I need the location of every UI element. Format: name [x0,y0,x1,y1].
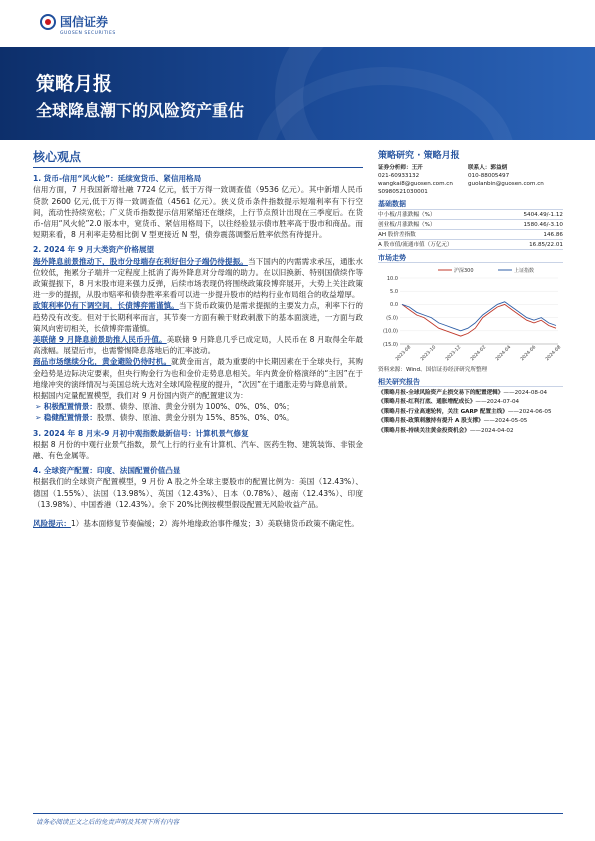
risk-lead: 风险提示： [33,519,71,529]
title-banner [0,47,595,140]
paragraph-3 [33,428,363,462]
paragraph-lead: 政策利率仍有下调空间，长债博弈需谨慎。 [33,301,179,311]
bullet-lead: 稳健配置情景： [43,413,97,423]
risk-body: 1）基本面修复节奏偏缓；2）海外地缘政治事件爆发；3）美联储货币政策不确定性。 [70,519,359,529]
line-chart-svg [378,264,563,364]
paragraph-rates [33,300,363,334]
related-report[interactable]: 《策略月报-政策刺激持有提升 A 股支撑》 ——2024-05-05 [378,418,528,425]
footer-divider [33,813,563,814]
data-row: 创业板/月涨跌幅（%） 1580.46/-3.10 [378,219,563,229]
chart-source: 资料来源：Wind、国信证券经济研究所整理 [378,367,488,373]
x-tick-label: 2024-06 [520,345,538,363]
logo-icon [40,14,56,30]
y-tick-label: (5.0) [386,315,398,322]
market-trend-title: 市场走势 [378,254,563,263]
y-tick-label: (10.0) [382,328,398,335]
y-tick-label: 10.0 [386,275,398,282]
paragraph-2-heading [33,244,363,255]
x-tick-label: 2023-12 [445,345,463,363]
related-report[interactable]: 《策略月报-持续关注黄金投资机会》 ——2024-04-02 [378,427,514,434]
analyst2-label: 联系人： [468,165,491,171]
paragraph-equity [33,256,363,301]
paragraph-heading: 4. 全球资产配置：印度、法国配置价值凸显 [33,466,181,476]
market-trend-chart [378,264,563,364]
y-tick-label: 5.0 [390,289,398,295]
data-row: 中小板/月涨跌幅（%） 5404.49/-1.12 [378,209,563,219]
paragraph-body: 信用方面，7 月我国新增社融 7724 亿元，低于万得一致调查值（9536 亿元）。其中新增人民币贷款 2600 亿元,低于万得一致调查值（4561 亿元）。狭义货币条件指数提示短端利率有下行空间，流动性持续宽松；广义货币指数提示信用紧缩还在继续，上行节点预计出现在三季度后。在货币-信用“风火轮”2.0 版本中，宽货币、紧信用格局下，以往经验显示债市胜率高于股市和商品。而短期来看，8 月利率走势相比倒 V 型更接近 N 型，债券震荡调整后胜率依然有待提升。 [33,185,363,240]
y-tick-label: 0.0 [390,302,398,309]
core-views-column [33,152,363,529]
paragraph-commodity [33,356,363,390]
paragraph-4 [33,465,363,510]
basic-data-table [378,209,563,250]
related-report[interactable]: 《策略月报-红利打底、通胀增配成长》 ——2024-07-04 [378,399,520,406]
sidebar-title: 策略研究 · 策略月报 [378,151,460,161]
bullet-body: 股票、债券、原油、黄金分别为 15%、85%、0%、0%。 [96,413,294,423]
bullet-aggressive [33,401,363,412]
x-tick-label: 2024-02 [470,345,488,363]
data-row: AH 股价差指数 146.86 [378,229,563,239]
paragraph-body: 就黄金而言，最为重要的中长期因素在于全球央行，其购金趋势是边际决定要素，但央行购金行为也和金价走势息息相关。年内黄金价格演绎的“主因”在于地缘冲突的演绎情况与美国总统大选对全球风险程度的提升，“次因”在于通胀走势与降息前景。 [33,357,363,389]
bullet-lead: 积极配置情景： [43,402,97,412]
bullet-arrow-icon: ➢ [35,402,44,412]
x-tick-label: 2024-08 [545,345,563,363]
analyst2-email[interactable]: guolanbin@guosen.com.cn [468,181,544,187]
disclaimer-footer: 请务必阅读正文之后的免责声明及其项下所有内容 [36,818,179,826]
analyst1-label: 证券分析师： [378,165,412,171]
report-title: 全球降息潮下的风险资产重估 [36,101,245,120]
paragraph-1 [33,173,363,240]
paragraph-fx [33,334,363,356]
paragraph-lead: 海外降息前景推动下，股市分母端存在利好但分子端仍待提振。 [33,256,248,266]
related-report[interactable]: 《策略月报-行业高速轮转，关注 GARP 配置主线》 ——2024-06-05 [378,408,552,415]
bullet-conservative [33,412,363,423]
legend-label: 沪深300 [454,268,474,274]
logo-name: 国信证券 [60,15,109,29]
analyst2-name: 郭益炳 [490,165,508,171]
paragraph-body: 当下货币政策仍是需求提振的主要发力点，利率下行的趋势没有改变。但对于长期利率而言，其节奏一方面有赖于财政刺激下的基本面演进，一方面与政策风向密切相关，长债博弈需谨慎。 [33,301,364,333]
paragraph-heading: 1. 货币-信用“风火轮”：延续宽货币、紧信用格局 [33,174,202,184]
sidebar-column [378,152,563,436]
analyst1-name: 王开 [411,165,423,171]
paragraph-body: 当下国内的内需需求承压，通胀水位较低，拖累分子端并一定程度上抵消了海外降息对分母端的助力。在以旧换新、特别国债续作等政策提振下，8 月末股市迎来强力反弹，后续市场表现仍将围绕政策段博弈展开，大势上关注政策进一步的提振，从股市赔率和债券胜率来看可以进一步提升股市的结构行业布局组合的收益增厚。 [33,256,363,300]
paragraph-body: 根据 8 月份的中观行业景气指数，景气上行的行业有计算机、汽车、医药生物、建筑装饰、非银金融、有色金属等。 [33,439,363,461]
report-type: 策略月报 [36,73,113,95]
x-tick-label: 2023-10 [420,345,438,363]
basic-data-title: 基础数据 [378,200,406,208]
paragraph-allocation: 根据国内定量配置模型，我们对 9 月份国内资产的配置建议为： [33,391,248,401]
related-reports-list [378,389,563,435]
y-tick-label: (15.0) [382,341,398,348]
paragraph-body: 根据我们的全球资产配置模型，9 月份 A 股之外全球主要股市的配置比例为：美国（12.43%）、德国（1.55%）、法国（13.98%）、英国（12.43%）、日本（0.78%）、越南（12.43%）、印度（13.98%）、中国香港（12.43%）。余下 20%比例按模型假设配置无风险收益产品。 [33,477,363,509]
analyst2-phone: 010-88005497 [468,173,510,179]
paragraph-lead: 美联储 9 月降息前景助推人民币升值。 [33,335,167,345]
analyst1-email[interactable]: wangkai8@guosen.com.cn [378,181,453,187]
analyst-info [378,164,563,196]
paragraph-lead: 商品市场继续分化，黄金避险仍待时机。 [33,357,172,367]
paragraph-heading: 3. 2024 年 8 月末-9 月初中观指数最新信号：计算机景气修复 [33,428,249,438]
related-reports-title: 相关研究报告 [378,378,563,387]
series-line-1 [402,302,556,331]
analyst1-phone: 021-60933132 [378,173,420,179]
data-row: A 股市值/流通市值（万亿元） 16.85/22.01 [378,239,563,250]
section-title: 核心观点 [33,152,363,168]
bullet-body: 股票、债券、原油、黄金分别为 100%、0%、0%、0%； [96,402,294,412]
related-report[interactable]: 《策略月报-全球风险资产止损交易下的配置逻辑》 ——2024-08-04 [378,390,548,396]
paragraph-heading: 2. 2024 年 9 月大类资产价格展望 [33,245,155,255]
x-tick-label: 2023-08 [395,345,413,363]
analyst1-cert: S0980521030001 [378,189,428,195]
risk-warning [33,518,363,529]
paragraph-body: 美联储 9 月降息几乎已成定局，人民币在 8 月取得全年最高涨幅。展望后市，也需警惕降息落地后的汇率波动。 [33,335,363,356]
logo-english: GUOSEN SECURITIES [60,31,116,36]
x-tick-label: 2024-04 [495,345,513,363]
bullet-arrow-icon: ➢ [35,413,44,423]
legend-label: 上证指数 [514,268,535,274]
company-logo [40,14,116,36]
